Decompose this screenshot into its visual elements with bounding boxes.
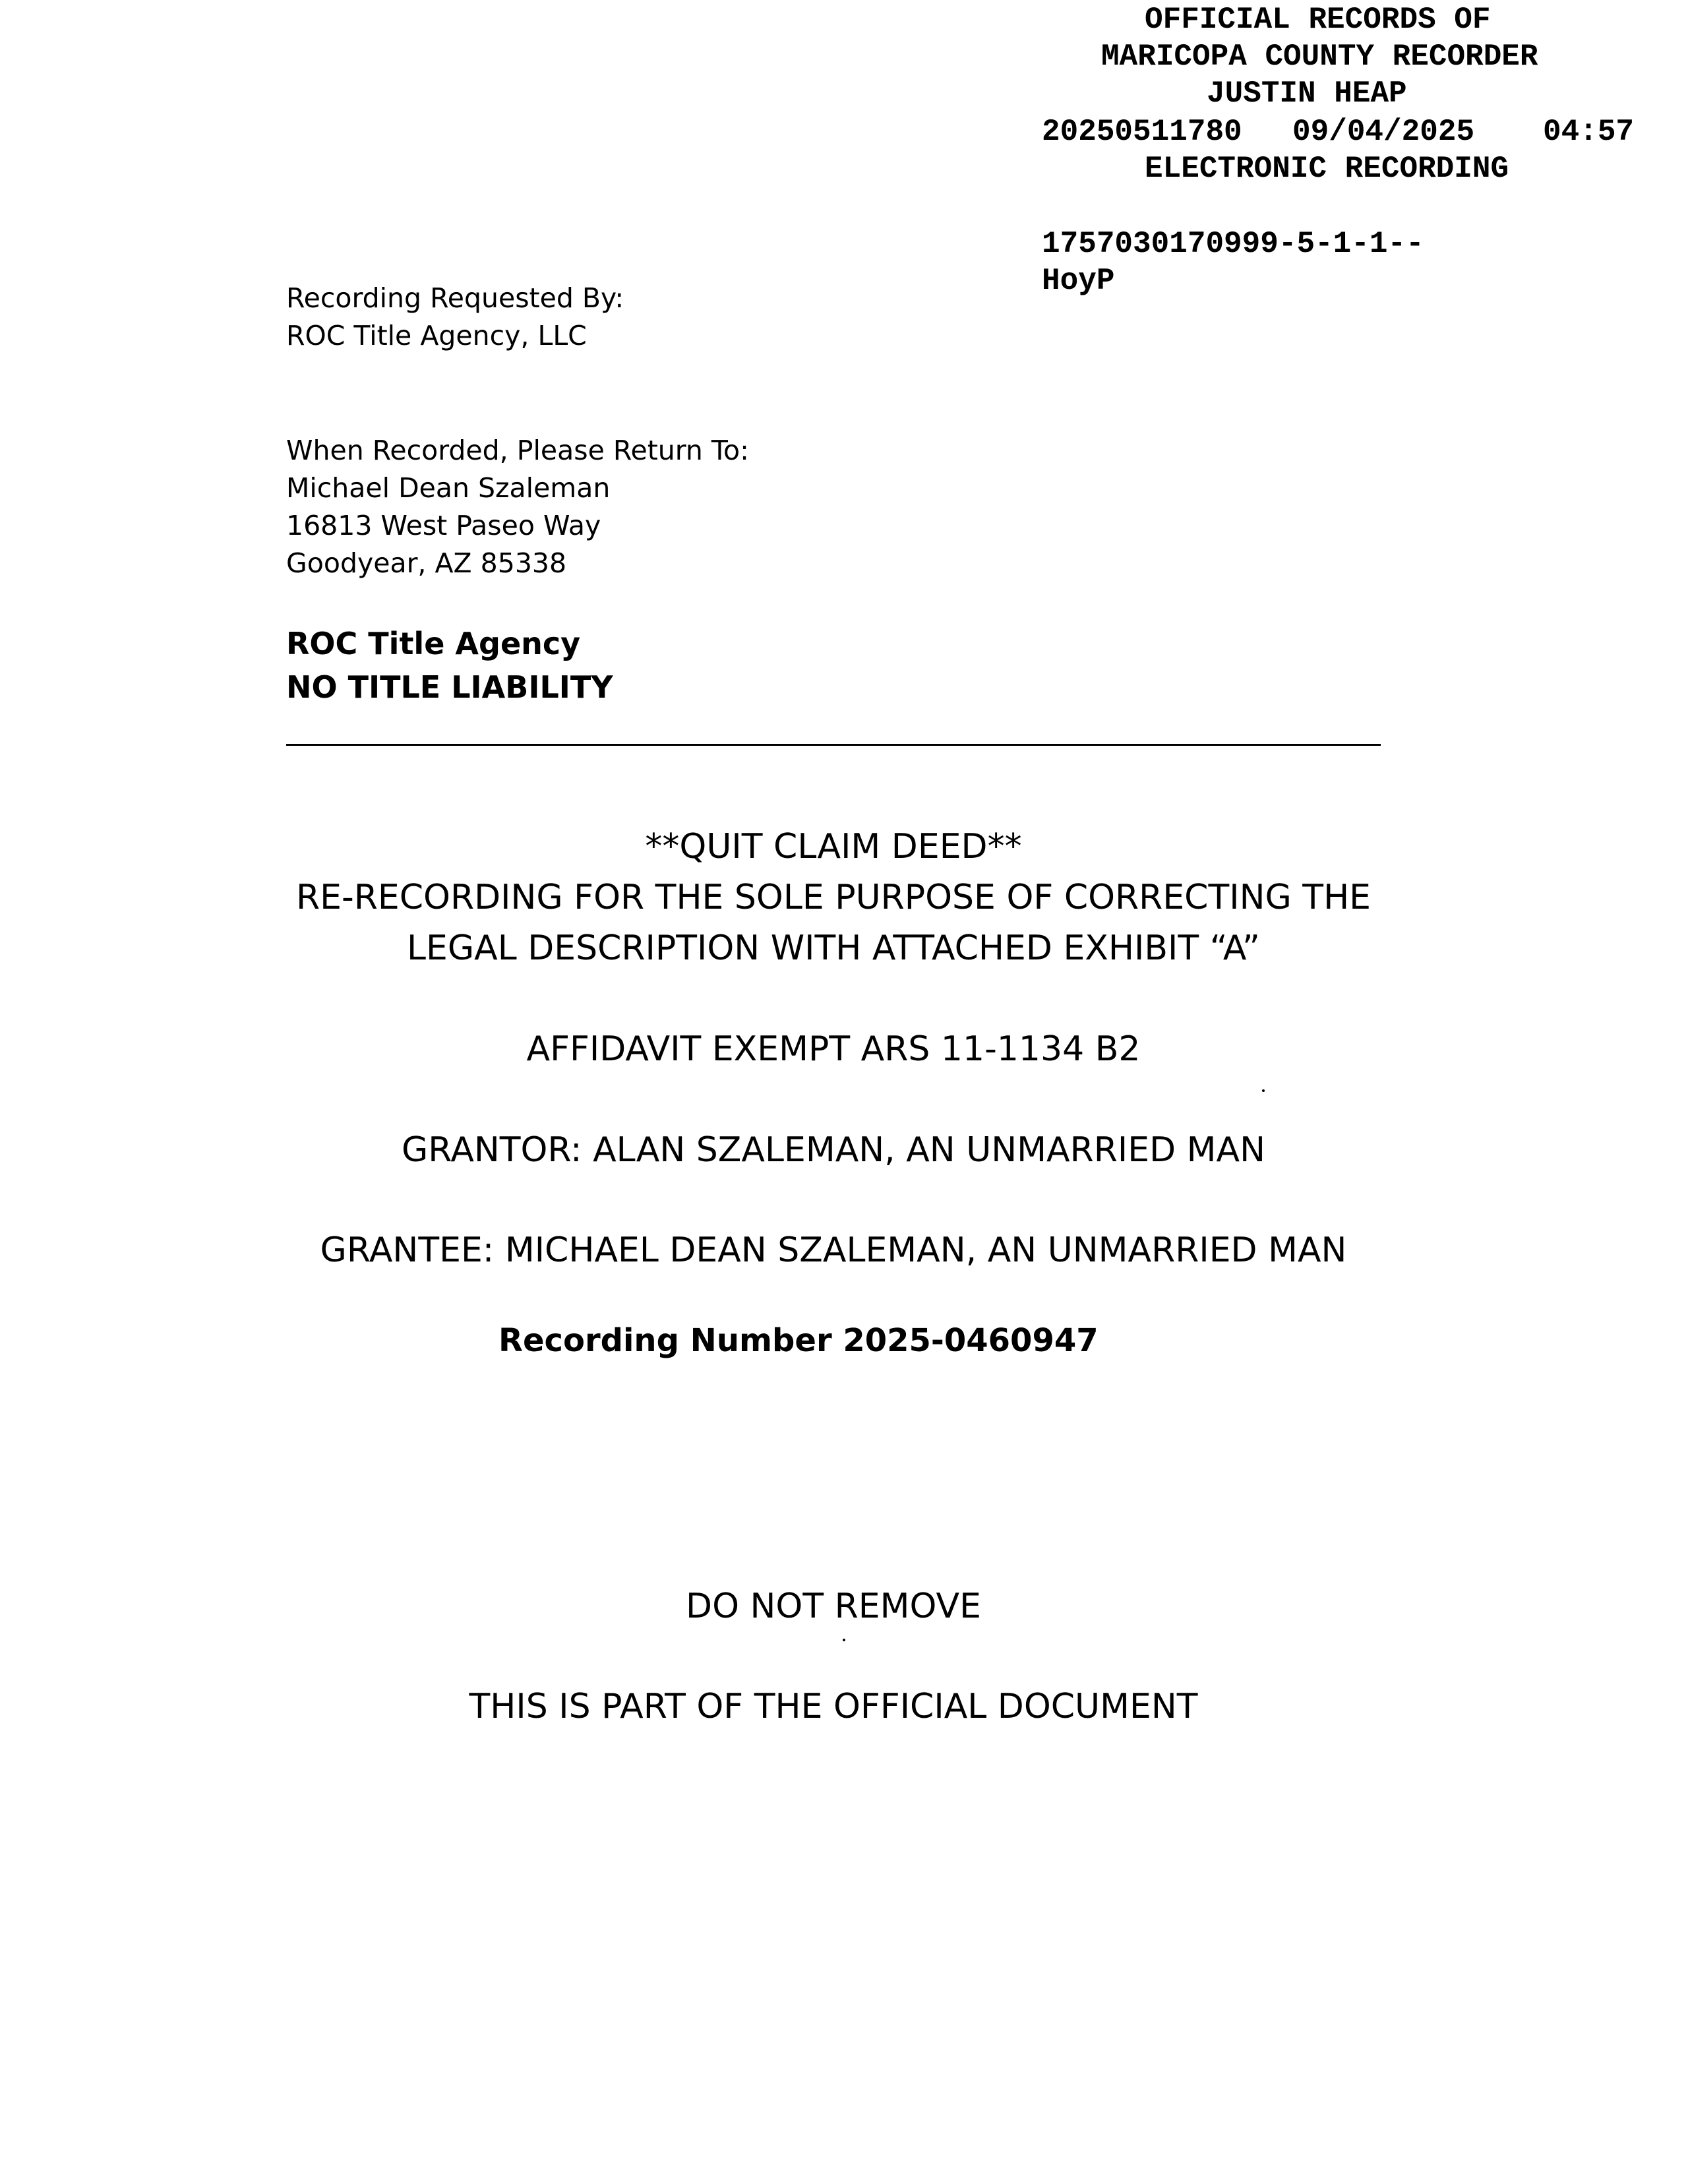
exemption-statement: AFFIDAVIT EXEMPT ARS 11-1134 B2: [526, 1029, 1141, 1069]
stamp-line-electronic-recording: ELECTRONIC RECORDING: [1145, 152, 1509, 186]
return-to-label: When Recorded, Please Return To:: [286, 435, 749, 466]
title-rerecording-purpose: RE-RECORDING FOR THE SOLE PURPOSE OF CORRECTING THE: [295, 878, 1372, 917]
stamp-line-official-records: OFFICIAL RECORDS OF: [1145, 3, 1491, 37]
grantee-statement: GRANTEE: MICHAEL DEAN SZALEMAN, AN UNMARRIED MAN: [320, 1230, 1347, 1270]
footer-official-document: THIS IS PART OF THE OFFICIAL DOCUMENT: [469, 1687, 1198, 1726]
return-to-city: Goodyear, AZ 85338: [286, 547, 567, 579]
title-deed-type: **QUIT CLAIM DEED**: [645, 827, 1022, 866]
stamp-doc-number: 20250511780: [1042, 115, 1242, 149]
stamp-line-county-recorder: MARICOPA COUNTY RECORDER: [1101, 40, 1538, 74]
stamp-clerk: HoyP: [1042, 264, 1115, 298]
stamp-time: 04:57: [1543, 115, 1635, 149]
requested-by-name: ROC Title Agency, LLC: [286, 320, 587, 351]
footer-do-not-remove: DO NOT REMOVE: [686, 1587, 981, 1626]
agency-liability-notice: NO TITLE LIABILITY: [286, 669, 613, 705]
stamp-batch-id: 1757030170999-5-1-1--: [1042, 227, 1424, 261]
scan-speck: [1262, 1089, 1265, 1092]
recording-number: Recording Number 2025-0460947: [498, 1322, 1099, 1359]
agency-name: ROC Title Agency: [286, 626, 581, 661]
scan-speck: [843, 1639, 845, 1641]
return-to-street: 16813 West Paseo Way: [286, 510, 601, 541]
stamp-line-recorder-name: JUSTIN HEAP: [1207, 76, 1407, 111]
header-divider: [286, 744, 1381, 746]
grantor-statement: GRANTOR: ALAN SZALEMAN, AN UNMARRIED MAN: [402, 1130, 1265, 1170]
requested-by-label: Recording Requested By:: [286, 282, 624, 314]
title-legal-description: LEGAL DESCRIPTION WITH ATTACHED EXHIBIT “A”: [407, 928, 1260, 968]
return-to-name: Michael Dean Szaleman: [286, 472, 611, 504]
stamp-date: 09/04/2025: [1292, 115, 1475, 149]
